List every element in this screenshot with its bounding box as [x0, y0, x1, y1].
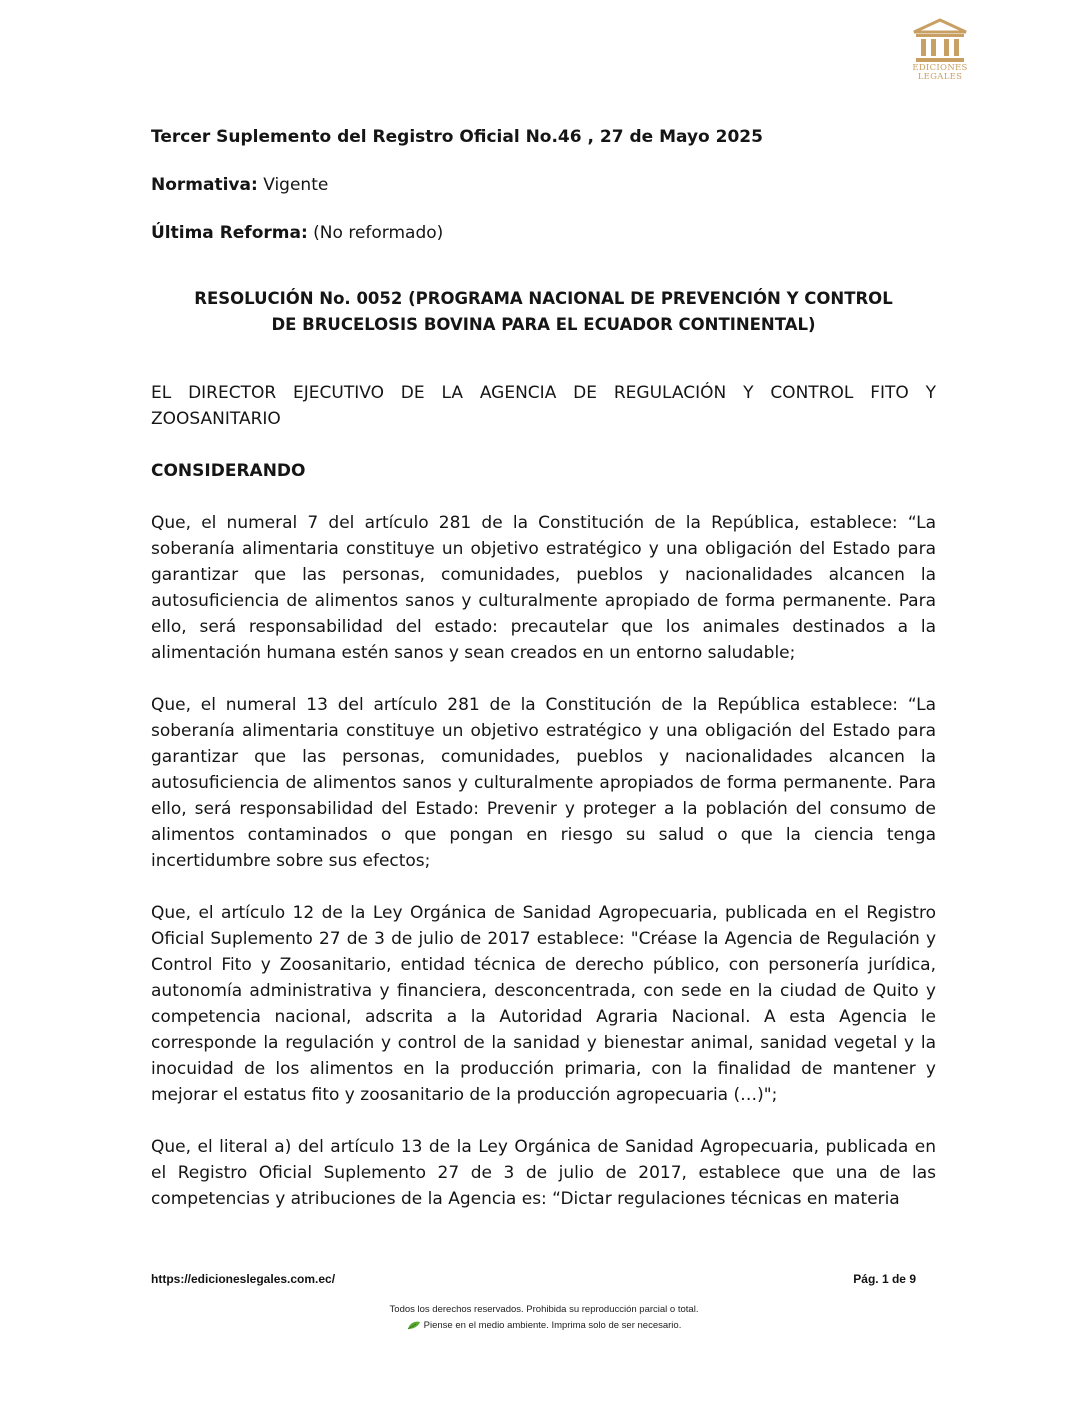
logo-text-line2: LEGALES	[917, 72, 963, 82]
considerando-paragraph: Que, el numeral 7 del artículo 281 de la Constitución de la República, establece: “La soberanía alimentaria constituye un objetivo estratégico y una obligación del Estado para garantizar que las personas, comunidades, pueblos y nacionalidades alcancen la autosuficiencia de alimentos sanos y culturalmente apropiado de forma permanente. Para ello, será responsabilidad del estado: precautelar que los animales destinados a la alimentación humana estén sanos y sean creados en un entorno saludable;	[151, 513, 936, 663]
rights-text: Todos los derechos reservados. Prohibida su reproducción parcial o total.	[389, 1304, 699, 1315]
rights-notice	[0, 1302, 1088, 1334]
website-link[interactable]: https://edicioneslegales.com.ec/	[151, 1272, 336, 1286]
reforma-value: (No reformado)	[313, 223, 444, 243]
resolution-title: RESOLUCIÓN No. 0052 (PROGRAMA NACIONAL DE PREVENCIÓN Y CONTROL DE BRUCELOSIS BOVINA PARA EL ECUADOR CONTINENTAL)	[194, 289, 893, 334]
environment-note	[0, 1318, 1088, 1334]
ediciones-legales-logo	[906, 18, 974, 92]
normativa-value: Vigente	[263, 175, 329, 195]
normativa-label: Normativa:	[151, 175, 258, 195]
leaf-icon	[407, 1321, 421, 1330]
considerando-heading: CONSIDERANDO	[151, 461, 306, 481]
document-body	[151, 124, 936, 1212]
ultima-reforma-line	[151, 220, 936, 246]
environment-text: Piense en el medio ambiente. Imprima solo de ser necesario.	[423, 1320, 682, 1331]
registro-oficial-heading: Tercer Suplemento del Registro Oficial No.46 , 27 de Mayo 2025	[151, 127, 763, 147]
considerando-paragraph: Que, el literal a) del artículo 13 de la Ley Orgánica de Sanidad Agropecuaria, publicada en el Registro Oficial Suplemento 27 de 3 de julio de 2017, establece que una de las competencias y atribuciones de la Agencia es: “Dictar regulaciones técnicas en materia	[151, 1137, 936, 1209]
columns-building-icon	[912, 18, 968, 64]
page-number: Pág. 1 de 9	[853, 1272, 916, 1286]
reforma-label: Última Reforma:	[151, 223, 308, 243]
logo-text-line1: EDICIONES	[912, 63, 968, 73]
normativa-line	[151, 172, 936, 198]
considerando-paragraph: Que, el numeral 13 del artículo 281 de la Constitución de la República establece: “La soberanía alimentaria constituye un objetivo estratégico y una obligación del Estado para garantizar que las personas, comunidades, pueblos y nacionalidades alcancen la autosuficiencia de alimentos sanos y culturalmente apropiados de forma permanente. Para ello, será responsabilidad del Estado: Prevenir y proteger a la población del consumo de alimentos contaminados o que pongan en riesgo su salud o que la ciencia tenga incertidumbre sobre sus efectos;	[151, 695, 936, 871]
considerando-paragraph: Que, el artículo 12 de la Ley Orgánica de Sanidad Agropecuaria, publicada en el Registro Oficial Suplemento 27 de 3 de julio de 2017 establece: "Créase la Agencia de Regulación y Control Fito y Zoosanitario, entidad técnica de derecho público, con personería jurídica, autonomía administrativa y financiera, desconcentrada, con sede en la ciudad de Quito y competencia nacional, adscrita a la Autoridad Agraria Nacional. A esta Agencia le corresponde la regulación y control de la sanidad y bienestar animal, sanidad vegetal y la inocuidad de los alimentos en la producción primaria, con la finalidad de mantener y mejorar el estatus fito y zoosanitario de la producción agropecuaria (…)";	[151, 903, 936, 1105]
issuing-authority: EL DIRECTOR EJECUTIVO DE LA AGENCIA DE REGULACIÓN Y CONTROL FITO Y ZOOSANITARIO	[151, 383, 936, 429]
